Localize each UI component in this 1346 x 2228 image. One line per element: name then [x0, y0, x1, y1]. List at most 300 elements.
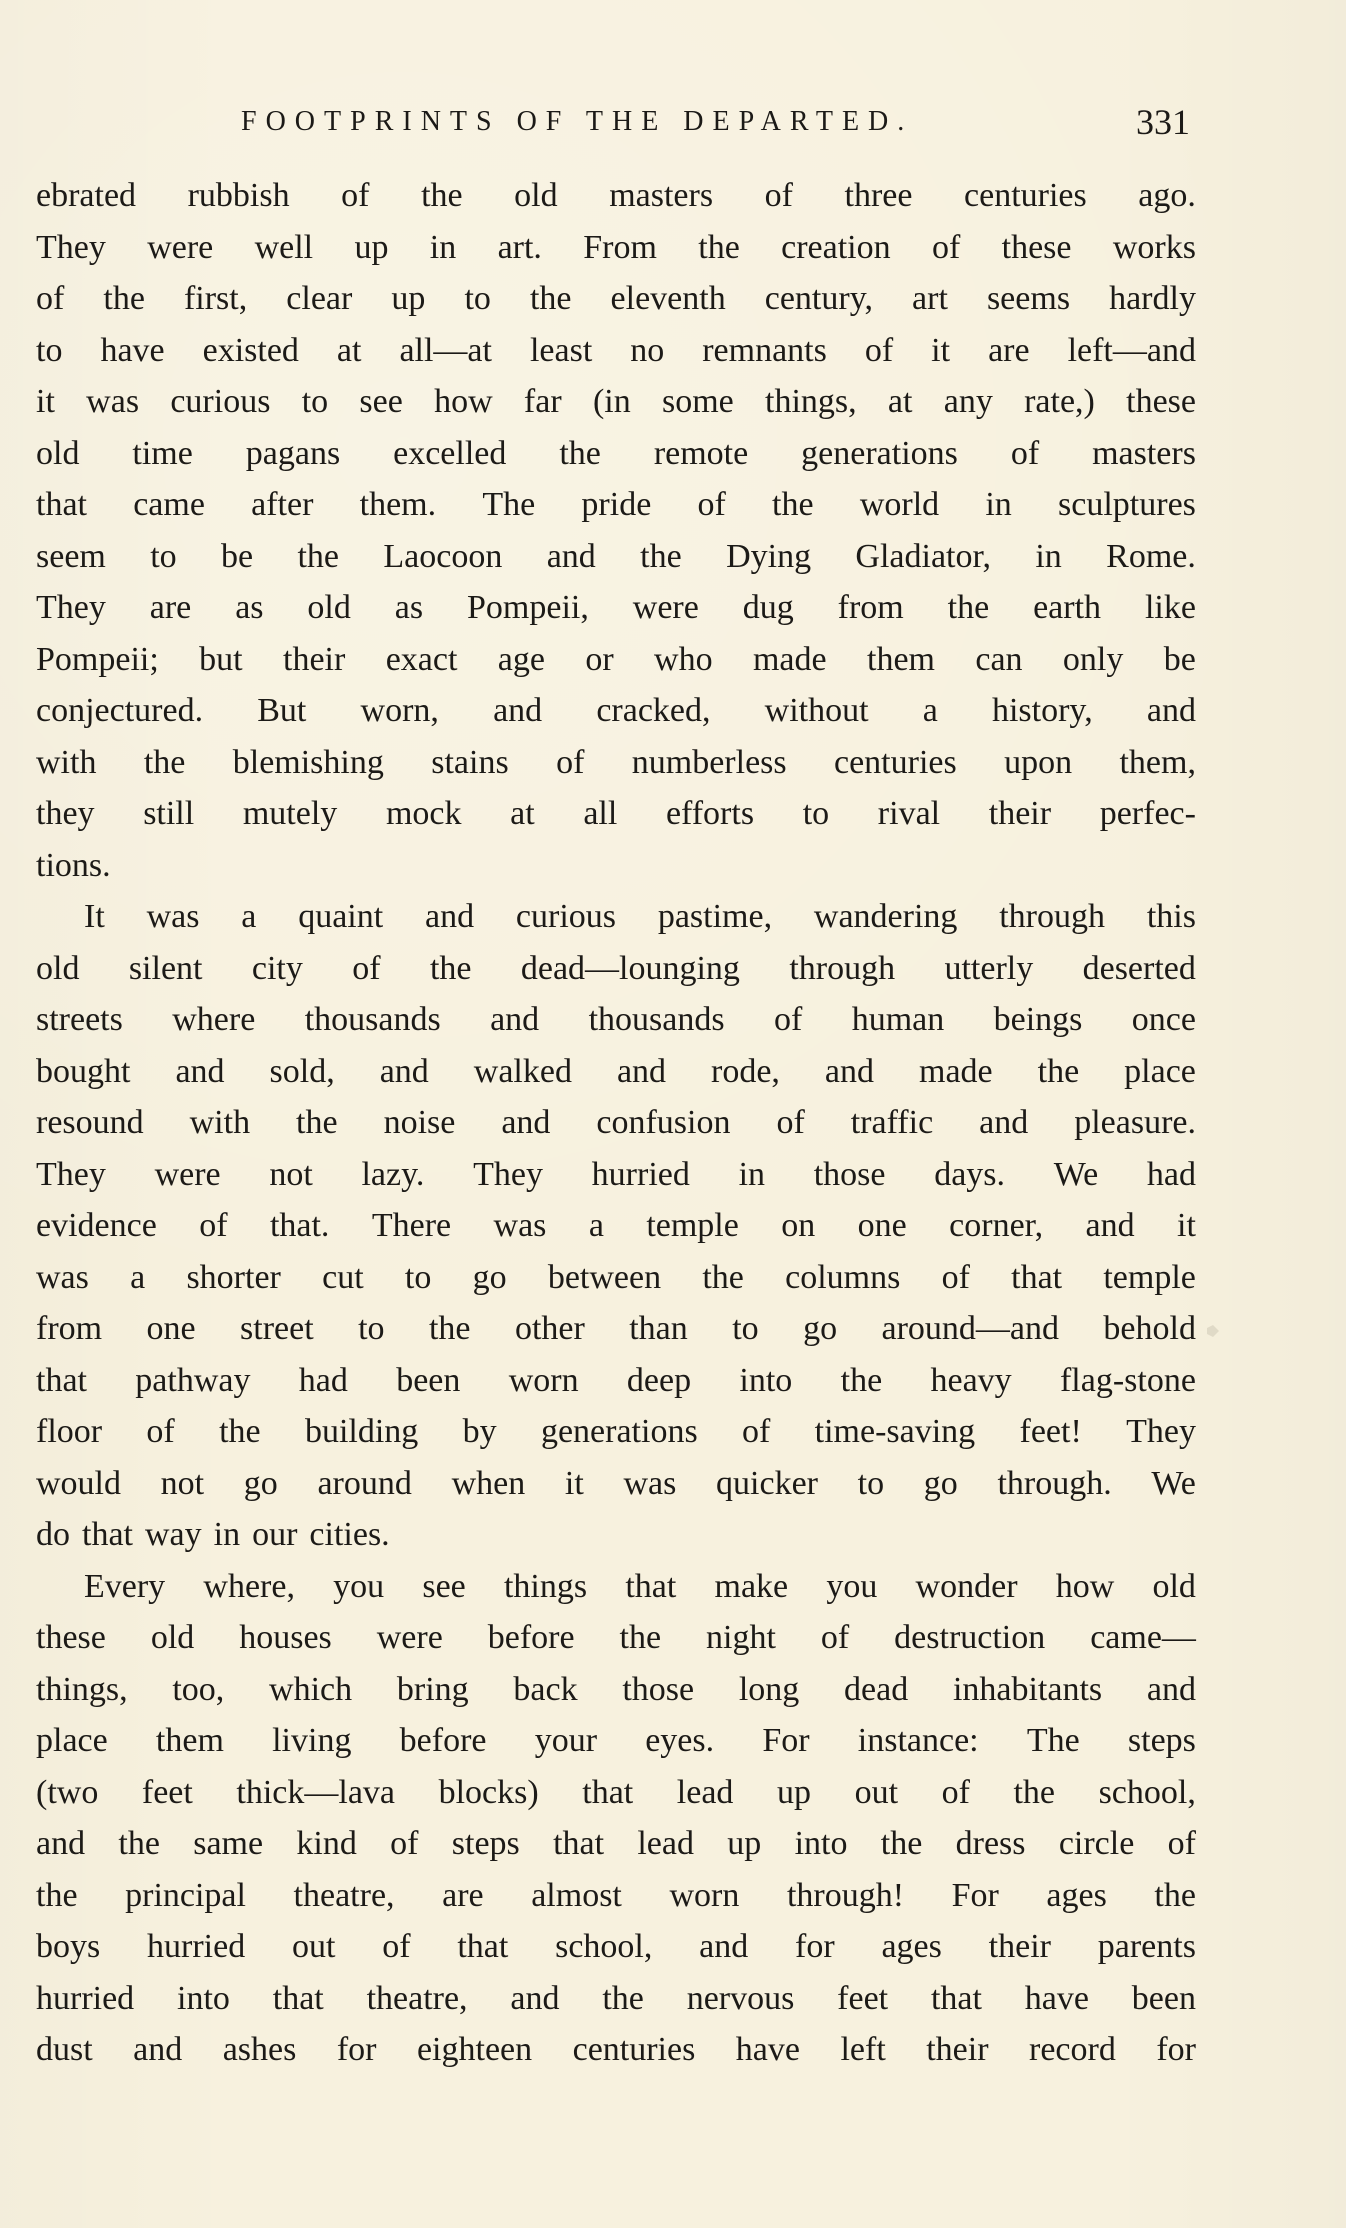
- text-word: of: [382, 1928, 411, 1965]
- text-word: once: [1131, 1001, 1196, 1038]
- text-word: the: [880, 1825, 923, 1862]
- text-word: our: [252, 1516, 298, 1553]
- text-word: not: [160, 1464, 205, 1502]
- text-word: have: [735, 2031, 800, 2068]
- text-word: pride: [581, 486, 652, 523]
- text-word: sold,: [269, 1052, 335, 1090]
- text-word: the: [1037, 1052, 1080, 1090]
- text-word: of: [941, 1773, 970, 1811]
- text-word: centuries: [572, 2031, 696, 2068]
- text-word: living: [272, 1722, 352, 1759]
- text-word: that: [930, 1979, 982, 2017]
- text-word: one: [857, 1207, 907, 1244]
- text-word: hurried: [36, 1979, 135, 2017]
- text-word: were: [632, 589, 699, 626]
- text-word: dug: [742, 589, 794, 626]
- text-word: you: [826, 1567, 878, 1605]
- text-word: the: [36, 1876, 78, 1914]
- text-word: eyes.: [645, 1722, 715, 1759]
- text-word: deep: [626, 1361, 692, 1399]
- text-word: hardly: [1109, 280, 1196, 317]
- text-word: all: [583, 795, 618, 832]
- text-word: But: [257, 692, 307, 729]
- text-word: and: [175, 1052, 225, 1090]
- text-word: blocks): [438, 1773, 539, 1811]
- text-word: and: [979, 1104, 1029, 1141]
- text-word: do: [36, 1516, 70, 1553]
- text-word: the: [219, 1413, 261, 1450]
- text-word: boys: [36, 1928, 101, 1965]
- text-word: heavy: [930, 1361, 1012, 1399]
- text-word: have: [100, 331, 165, 369]
- text-word: time: [132, 434, 193, 472]
- text-word: record: [1029, 2031, 1116, 2068]
- text-word: the: [947, 589, 990, 626]
- text-word: and: [493, 692, 543, 729]
- text-word: noise: [383, 1104, 456, 1141]
- text-line: [36, 1355, 1196, 1407]
- text-word: these: [36, 1619, 106, 1656]
- text-word: old: [1152, 1567, 1196, 1605]
- text-line: [36, 479, 1196, 531]
- text-word: The: [1026, 1722, 1080, 1759]
- text-word: of: [1167, 1825, 1196, 1862]
- text-word: the: [421, 177, 463, 214]
- text-word: see: [422, 1567, 466, 1605]
- text-word: before: [399, 1722, 487, 1759]
- text-line: [36, 737, 1196, 789]
- text-word: of: [390, 1825, 419, 1862]
- text-word: go: [472, 1258, 507, 1296]
- text-word: bought: [36, 1052, 131, 1090]
- text-word: of: [764, 177, 793, 214]
- text-word: the: [640, 537, 682, 575]
- text-word: wandering: [813, 898, 958, 935]
- text-word: bring: [396, 1670, 469, 1708]
- text-word: it: [1177, 1207, 1196, 1244]
- text-word: and: [1085, 1207, 1135, 1244]
- text-word: ages: [881, 1928, 942, 1965]
- text-word: been: [1131, 1979, 1196, 2017]
- text-word: the: [1154, 1876, 1196, 1914]
- text-word: was: [36, 1258, 89, 1296]
- text-word: For: [951, 1876, 999, 1914]
- text-word: curious: [170, 383, 271, 420]
- text-word: a: [922, 692, 938, 729]
- text-word: on: [781, 1207, 816, 1244]
- text-word: no: [630, 331, 665, 369]
- text-word: of: [773, 1001, 803, 1038]
- text-word: beings: [993, 1001, 1083, 1038]
- text-word: left: [840, 2031, 886, 2068]
- text-line: [36, 1612, 1196, 1664]
- text-word: resound: [36, 1104, 144, 1141]
- text-word: that: [272, 1979, 324, 2017]
- text-word: perfec-: [1099, 795, 1196, 832]
- text-word: at: [887, 383, 913, 420]
- text-word: in: [738, 1155, 766, 1193]
- text-word: remnants: [702, 331, 827, 369]
- text-word: the: [840, 1361, 883, 1399]
- text-word: be: [1163, 640, 1196, 678]
- text-word: rival: [877, 795, 941, 832]
- text-word: (two: [36, 1773, 99, 1811]
- text-word: the: [143, 743, 186, 781]
- text-word: was: [146, 898, 200, 935]
- text-word: things: [503, 1567, 588, 1605]
- text-word: the: [619, 1619, 662, 1656]
- text-word: They: [36, 228, 106, 266]
- text-word: after: [251, 486, 314, 523]
- text-word: worn: [508, 1361, 579, 1399]
- text-word: city: [251, 949, 303, 987]
- text-word: dead—lounging: [520, 949, 740, 987]
- text-word: street: [240, 1310, 314, 1347]
- text-word: were: [376, 1619, 443, 1656]
- text-line: [36, 1870, 1196, 1922]
- text-word: other: [514, 1310, 585, 1347]
- text-word: made: [919, 1052, 993, 1090]
- text-word: mutely: [242, 795, 338, 832]
- text-line: [36, 1509, 1196, 1561]
- text-word: seem: [36, 537, 106, 575]
- text-word: Pompeii,: [467, 589, 589, 626]
- text-line: [36, 840, 1196, 892]
- text-word: to: [301, 383, 329, 420]
- text-word: world: [859, 486, 940, 523]
- text-line: [36, 1252, 1196, 1304]
- text-word: and: [616, 1052, 667, 1090]
- text-word: their: [988, 795, 1052, 832]
- text-word: to: [464, 280, 491, 317]
- text-word: theatre,: [293, 1876, 395, 1914]
- text-word: can: [975, 640, 1023, 678]
- text-word: old: [307, 589, 351, 626]
- text-word: instance:: [857, 1722, 979, 1759]
- text-word: ages: [1046, 1876, 1107, 1914]
- text-word: houses: [239, 1619, 332, 1656]
- text-word: be: [221, 537, 254, 575]
- text-word: through: [789, 949, 896, 987]
- text-word: dress: [955, 1825, 1026, 1862]
- text-word: at: [336, 331, 362, 369]
- text-word: they: [36, 795, 95, 832]
- text-word: from: [36, 1310, 103, 1347]
- text-word: them,: [1119, 743, 1196, 781]
- text-word: that: [553, 1825, 605, 1862]
- text-line: [36, 376, 1196, 428]
- text-word: far: [523, 383, 562, 420]
- text-word: silent: [128, 949, 203, 987]
- text-word: corner,: [949, 1207, 1044, 1244]
- text-word: which: [269, 1670, 353, 1708]
- text-word: feet!: [1019, 1413, 1082, 1450]
- text-word: exact: [385, 640, 458, 678]
- text-word: that: [1011, 1258, 1063, 1296]
- text-word: to: [150, 537, 177, 575]
- text-word: and: [824, 1052, 875, 1090]
- text-word: place: [36, 1722, 108, 1759]
- text-word: thousands: [588, 1001, 725, 1038]
- text-word: It: [84, 898, 105, 935]
- text-word: of: [199, 1207, 228, 1244]
- text-word: temple: [1103, 1258, 1196, 1296]
- text-line: [36, 531, 1196, 583]
- text-word: in: [985, 486, 1012, 523]
- text-line: [36, 994, 1196, 1046]
- text-word: tions.: [36, 846, 111, 884]
- text-word: long: [738, 1670, 800, 1708]
- text-word: not: [269, 1155, 313, 1193]
- text-word: time-saving: [814, 1413, 976, 1450]
- text-line: [36, 1561, 1196, 1613]
- text-word: like: [1144, 589, 1196, 626]
- text-word: those: [813, 1155, 886, 1193]
- text-word: creation: [781, 228, 891, 266]
- text-word: human: [851, 1001, 945, 1038]
- text-line: [36, 428, 1196, 480]
- text-word: of: [931, 228, 961, 266]
- text-word: how: [434, 383, 493, 420]
- text-word: hurried: [147, 1928, 246, 1965]
- text-word: old: [514, 177, 558, 214]
- text-word: cracked,: [596, 692, 711, 729]
- text-word: dead: [844, 1670, 909, 1708]
- text-word: and: [1146, 692, 1196, 729]
- text-word: quicker: [716, 1464, 818, 1502]
- text-word: of: [1010, 434, 1040, 472]
- text-word: excelled: [393, 434, 507, 472]
- body-text: [36, 170, 1196, 2076]
- text-word: the: [429, 949, 472, 987]
- text-word: up: [727, 1825, 762, 1862]
- text-line: [36, 1406, 1196, 1458]
- text-word: the: [297, 537, 340, 575]
- text-line: [36, 1097, 1196, 1149]
- text-word: worn,: [360, 692, 439, 729]
- text-word: those: [622, 1670, 695, 1708]
- text-word: three: [844, 177, 913, 214]
- text-word: old: [36, 434, 80, 472]
- text-word: place: [1124, 1052, 1196, 1090]
- text-word: of: [742, 1413, 771, 1450]
- text-word: old: [36, 949, 80, 987]
- text-line: [36, 685, 1196, 737]
- text-line: [36, 1303, 1196, 1355]
- text-word: The: [482, 486, 536, 523]
- text-word: and: [36, 1825, 86, 1862]
- text-word: of: [941, 1258, 970, 1296]
- text-word: steps: [1127, 1722, 1196, 1759]
- text-word: art: [912, 280, 948, 317]
- text-word: walked: [473, 1052, 572, 1090]
- text-word: pathway: [135, 1361, 251, 1399]
- text-word: behold: [1103, 1310, 1196, 1347]
- text-line: [36, 943, 1196, 995]
- text-word: building: [304, 1413, 419, 1450]
- text-word: first,: [183, 280, 248, 317]
- text-line: [36, 1973, 1196, 2025]
- text-word: From: [583, 228, 657, 266]
- text-line: [36, 582, 1196, 634]
- text-word: up: [777, 1773, 811, 1811]
- text-word: the: [559, 434, 601, 472]
- text-word: eleventh: [610, 280, 726, 317]
- text-word: night: [706, 1619, 776, 1656]
- text-word: existed: [202, 331, 299, 369]
- text-word: school,: [555, 1928, 653, 1965]
- text-word: destruction: [894, 1619, 1046, 1656]
- text-word: their: [283, 640, 346, 678]
- text-word: was: [493, 1207, 547, 1244]
- text-word: days.: [934, 1155, 1006, 1193]
- text-word: around: [317, 1464, 412, 1502]
- text-line: [36, 325, 1196, 377]
- text-word: history,: [991, 692, 1093, 729]
- text-word: and: [425, 898, 475, 935]
- text-word: remote: [653, 434, 749, 472]
- text-word: the: [1013, 1773, 1056, 1811]
- text-word: to: [404, 1258, 432, 1296]
- text-word: one: [146, 1310, 196, 1347]
- text-word: some: [661, 383, 734, 420]
- text-word: confusion: [596, 1104, 731, 1141]
- text-word: They: [36, 1155, 106, 1193]
- text-word: are: [149, 589, 192, 626]
- text-line: [36, 788, 1196, 840]
- text-word: into: [794, 1825, 848, 1862]
- text-word: of: [820, 1619, 850, 1656]
- text-word: see: [359, 383, 403, 420]
- text-word: the: [702, 1258, 744, 1296]
- text-word: them: [867, 640, 935, 678]
- text-word: ago.: [1138, 177, 1196, 214]
- text-word: lead: [676, 1773, 734, 1811]
- text-word: came—: [1090, 1619, 1196, 1656]
- text-word: temple: [646, 1207, 739, 1244]
- text-word: way: [144, 1516, 202, 1553]
- text-word: ashes: [222, 2031, 297, 2068]
- text-word: blemishing: [232, 743, 384, 781]
- text-word: masters: [609, 177, 714, 214]
- text-word: flag-stone: [1059, 1361, 1196, 1399]
- text-word: would: [36, 1464, 121, 1502]
- text-word: this: [1146, 898, 1196, 935]
- text-line: [36, 1200, 1196, 1252]
- text-word: it: [564, 1464, 584, 1502]
- text-word: their: [988, 1928, 1051, 1965]
- text-word: it: [36, 383, 55, 420]
- text-word: Gladiator,: [855, 537, 991, 575]
- text-word: evidence: [36, 1207, 157, 1244]
- text-line: [36, 273, 1196, 325]
- text-word: a: [241, 898, 257, 935]
- text-word: for: [1156, 2031, 1196, 2068]
- text-word: Every: [84, 1567, 166, 1605]
- text-word: century,: [764, 280, 873, 317]
- text-word: pleasure.: [1074, 1104, 1196, 1141]
- text-word: still: [143, 795, 195, 832]
- text-word: least: [529, 331, 593, 369]
- text-word: circle: [1058, 1825, 1135, 1862]
- text-word: your: [534, 1722, 598, 1759]
- text-line: [36, 2024, 1196, 2076]
- text-word: for: [795, 1928, 835, 1965]
- text-word: up: [391, 280, 426, 317]
- text-word: but: [199, 640, 243, 678]
- text-word: it: [931, 331, 951, 369]
- text-word: floor: [36, 1413, 103, 1450]
- text-word: are: [442, 1876, 484, 1914]
- text-word: lead: [637, 1825, 694, 1862]
- text-line: [36, 170, 1196, 222]
- text-word: with: [189, 1104, 251, 1141]
- text-word: art.: [497, 228, 542, 266]
- text-word: things,: [765, 383, 857, 420]
- text-word: these: [1001, 228, 1072, 266]
- text-word: up: [354, 228, 389, 266]
- text-word: for: [336, 2031, 377, 2068]
- text-word: around—and: [881, 1310, 1059, 1347]
- text-word: inhabitants: [952, 1670, 1103, 1708]
- text-word: Rome.: [1106, 537, 1196, 575]
- text-word: the: [772, 486, 814, 523]
- text-word: a: [588, 1207, 604, 1244]
- text-line: [36, 1818, 1196, 1870]
- text-word: to: [802, 795, 830, 832]
- text-word: out: [291, 1928, 336, 1965]
- text-word: to: [36, 331, 63, 369]
- text-line: [36, 222, 1196, 274]
- text-word: that: [36, 1361, 87, 1399]
- text-word: feet: [837, 1979, 889, 2017]
- text-line: [36, 1458, 1196, 1510]
- text-word: you: [333, 1567, 385, 1605]
- text-word: upon: [1004, 743, 1073, 781]
- text-word: that: [82, 1516, 133, 1553]
- text-word: the: [296, 1104, 338, 1141]
- text-word: traffic: [850, 1104, 934, 1141]
- text-word: as: [394, 589, 424, 626]
- text-word: the: [118, 1825, 160, 1862]
- text-word: cities.: [309, 1516, 390, 1553]
- text-word: to: [732, 1310, 759, 1347]
- text-word: and: [546, 537, 596, 575]
- text-word: in: [213, 1516, 241, 1553]
- text-word: and: [510, 1979, 560, 2017]
- text-word: came: [133, 486, 205, 523]
- text-word: centuries: [834, 743, 957, 781]
- text-word: who: [654, 640, 713, 678]
- text-line: [36, 1664, 1196, 1716]
- page-number: 331: [1136, 102, 1190, 142]
- text-word: parents: [1097, 1928, 1196, 1965]
- text-word: columns: [785, 1258, 901, 1296]
- text-word: a: [130, 1258, 146, 1296]
- text-word: They: [473, 1155, 543, 1193]
- text-word: of: [146, 1413, 175, 1450]
- text-word: without: [764, 692, 869, 729]
- text-line: [36, 1715, 1196, 1767]
- text-word: theatre,: [366, 1979, 468, 2017]
- text-word: of: [776, 1104, 805, 1141]
- text-word: left—and: [1067, 331, 1196, 369]
- text-word: dust: [36, 2031, 93, 2068]
- text-word: earth: [1033, 589, 1102, 626]
- text-word: to: [857, 1464, 885, 1502]
- text-word: and: [490, 1001, 540, 1038]
- text-word: was: [623, 1464, 677, 1502]
